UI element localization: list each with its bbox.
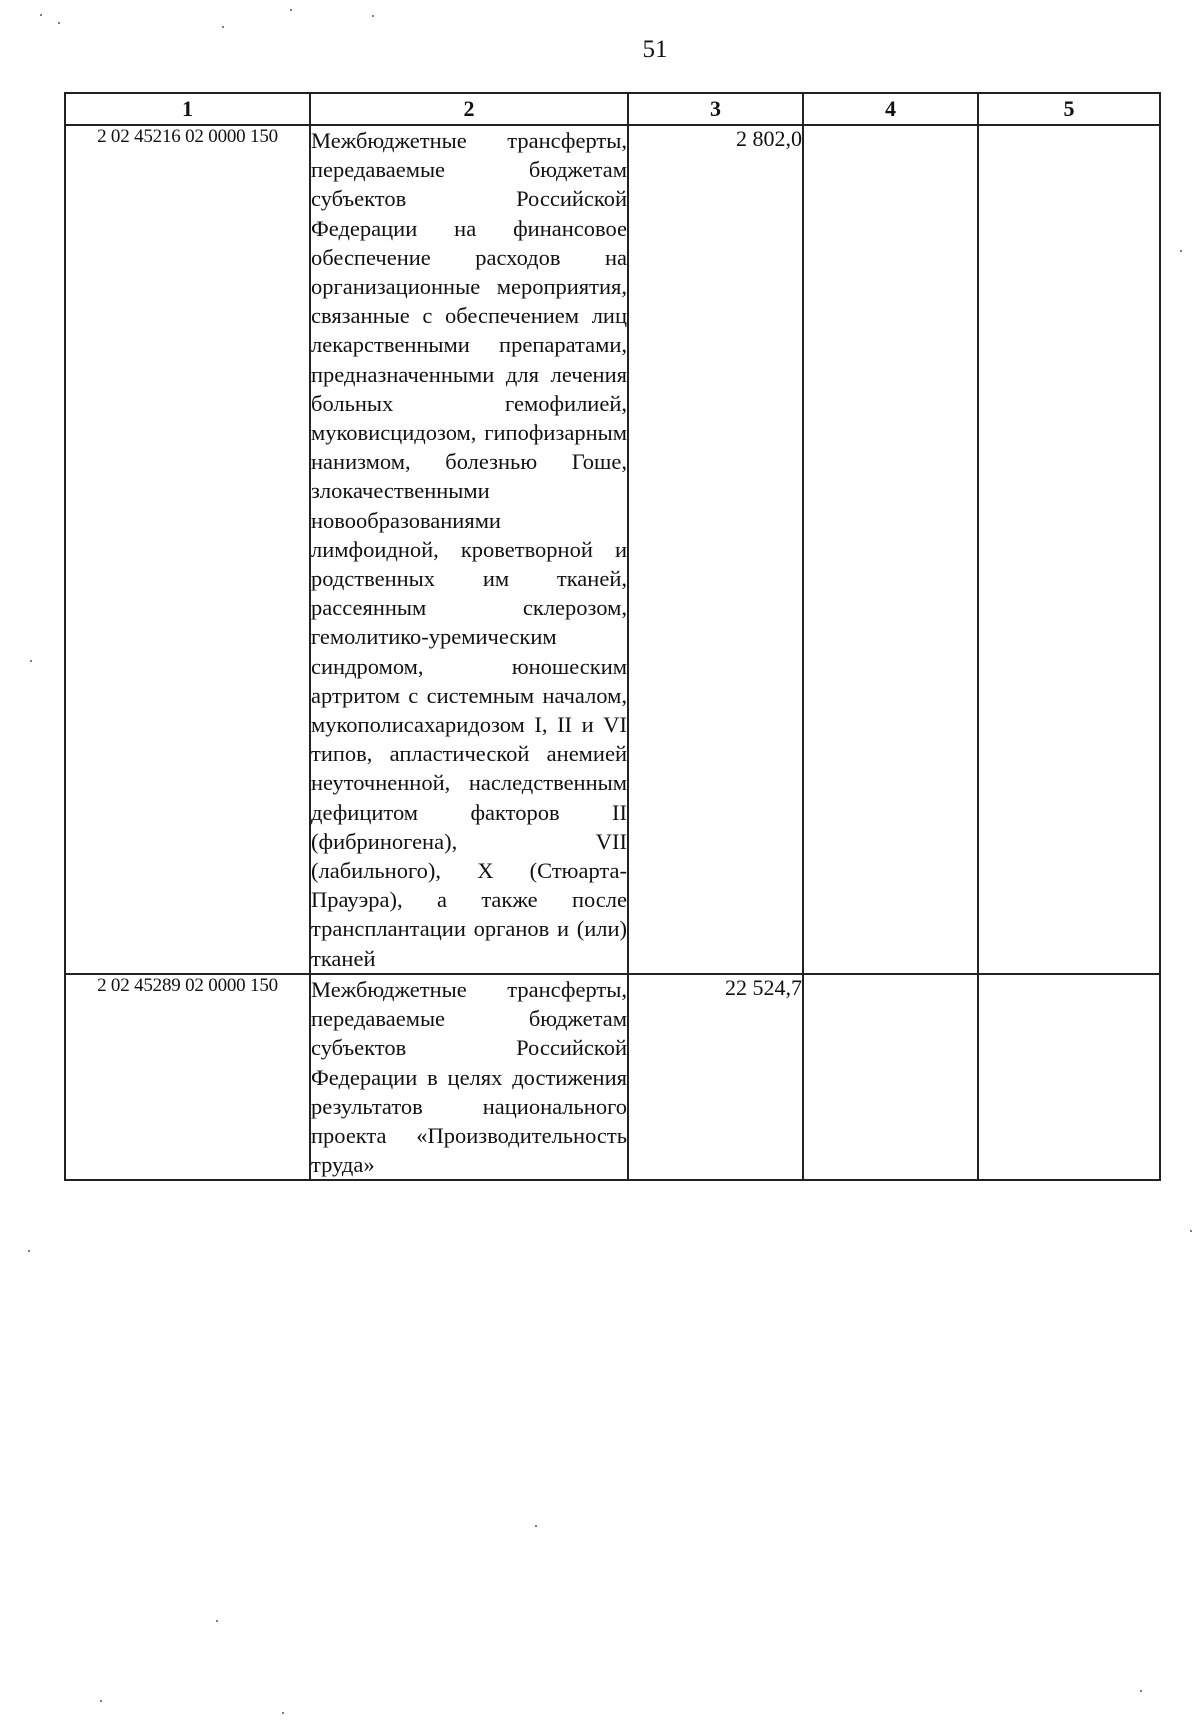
scan-speck (282, 1712, 284, 1714)
description-cell: Межбюджетные трансферты, передаваемые бюджетам субъектов Российской Федерации на финансовое обеспечение расходов на организационные мероприятия, связанные с обеспечением лиц лекарственными препаратами, предназначенными для лечения больных гемофилией, муковисцидозом, гипофизарным нанизмом, болезнью Гоше, злокачественными новообразованиями лимфоидной, кроветворной и родственных им тканей, рассеянным склерозом, гемолитико-уремическим синдромом, юношеским артритом с системным началом, мукополисахаридозом I, II и VI типов, апластической анемией неуточненной, наследственным дефицитом факторов II (фибриногена), VII (лабильного), X (Стюарта-Прауэра), а также после трансплантации органов и (или) тканей (310, 125, 628, 974)
scan-speck (1180, 250, 1182, 252)
budget-table-container (64, 92, 1161, 1181)
column-header-5: 5 (978, 93, 1160, 125)
budget-code-cell: 2 02 45216 02 0000 150 (65, 125, 310, 974)
amount-cell: 2 802,0 (628, 125, 803, 974)
column-5-cell (978, 125, 1160, 974)
column-4-cell (803, 125, 978, 974)
page-number: 51 (642, 36, 668, 63)
column-header-4: 4 (803, 93, 978, 125)
column-header-3: 3 (628, 93, 803, 125)
amount-cell: 22 524,7 (628, 974, 803, 1180)
scan-speck (100, 1700, 102, 1702)
budget-table (64, 92, 1161, 1181)
description-cell: Межбюджетные трансферты, передаваемые бюджетам субъектов Российской Федерации в целях достижения результатов национального проекта «Производительность труда» (310, 974, 628, 1180)
column-header-1: 1 (65, 93, 310, 125)
scan-speck (30, 660, 32, 662)
scan-speck (222, 26, 224, 28)
column-5-cell (978, 974, 1160, 1180)
scan-speck (535, 1525, 537, 1527)
scan-speck (290, 9, 292, 11)
table-row (65, 974, 1160, 1180)
scan-speck (58, 22, 60, 24)
scan-speck (372, 15, 374, 17)
column-4-cell (803, 974, 978, 1180)
scan-speck (1190, 1230, 1192, 1232)
budget-code-cell: 2 02 45289 02 0000 150 (65, 974, 310, 1180)
scan-speck (28, 1250, 30, 1252)
table-row (65, 125, 1160, 974)
scan-speck (216, 1620, 218, 1622)
table-header-row (65, 93, 1160, 125)
scan-speck (1140, 1690, 1142, 1692)
scan-speck (40, 14, 42, 16)
column-header-2: 2 (310, 93, 628, 125)
